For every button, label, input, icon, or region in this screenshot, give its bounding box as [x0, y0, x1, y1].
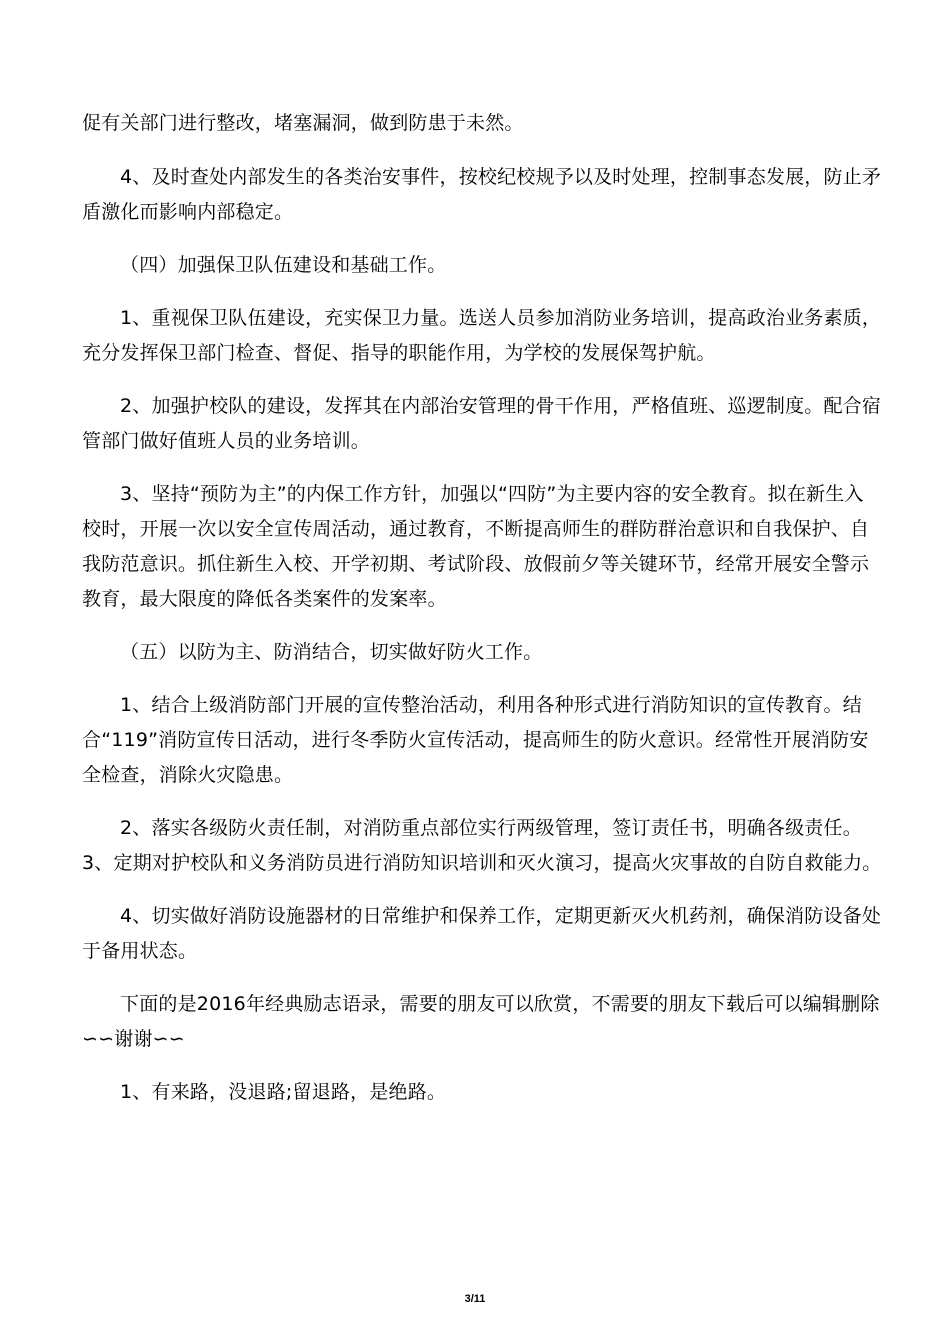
- paragraph-item-3-safety-education: 3、坚持“预防为主”的内保工作方针，加强以“四防”为主要内容的安全教育。拟在新生入校时，开展一次以安全宣传周活动，通过教育，不断提高师生的群防群治意识和自我保护、自我防范意识。抓住新生入校、开学初期、考试阶段、放假前夕等关键环节，经常开展安全警示教育，最大限度的降低各类案件的发案率。: [82, 483, 870, 610]
- page-number: 3/11: [464, 1293, 486, 1305]
- section-heading-5: （五）以防为主、防消结合，切实做好防火工作。: [120, 641, 543, 663]
- section-heading-4: （四）加强保卫队伍建设和基础工作。: [120, 254, 447, 276]
- paragraph-quotes-intro: 下面的是2016年经典励志语录，需要的朋友可以欣赏，不需要的朋友下载后可以编辑删除∽∽谢谢∽∽: [82, 993, 880, 1050]
- paragraph-item-1-team-building: 1、重视保卫队伍建设，充实保卫力量。选送人员参加消防业务培训，提高政治业务素质，充分发挥保卫部门检查、督促、指导的职能作用，为学校的发展保驾护航。: [82, 307, 882, 364]
- paragraph-item-1-fire-publicity: 1、结合上级消防部门开展的宣传整治活动，利用各种形式进行消防知识的宣传教育。结合“119”消防宣传日活动，进行冬季防火宣传活动，提高师生的防火意识。经常性开展消防安全检查，消除火灾隐患。: [82, 694, 869, 786]
- paragraph-quote-1: 1、有来路，没退路;留退路，是绝路。: [120, 1081, 447, 1103]
- paragraph-item-2-patrol-team: 2、加强护校队的建设，发挥其在内部治安管理的骨干作用，严格值班、巡逻制度。配合宿管部门做好值班人员的业务培训。: [82, 395, 882, 452]
- document-body: [82, 106, 882, 1128]
- paragraph-item-4-fire-equipment: 4、切实做好消防设施器材的日常维护和保养工作，定期更新灭火机药剂，确保消防设备处于备用状态。: [82, 905, 882, 962]
- paragraph-continuation: 促有关部门进行整改，堵塞漏洞，做到防患于未然。: [82, 112, 524, 134]
- paragraph-item-4-security-events: 4、及时查处内部发生的各类治安事件，按校纪校规予以及时处理，控制事态发展，防止矛盾激化而影响内部稳定。: [82, 166, 882, 223]
- paragraph-item-2-fire-responsibility: 2、落实各级防火责任制，对消防重点部位实行两级管理，签订责任书，明确各级责任。3、定期对护校队和义务消防员进行消防知识培训和灭火演习，提高火灾事故的自防自救能力。: [82, 817, 882, 874]
